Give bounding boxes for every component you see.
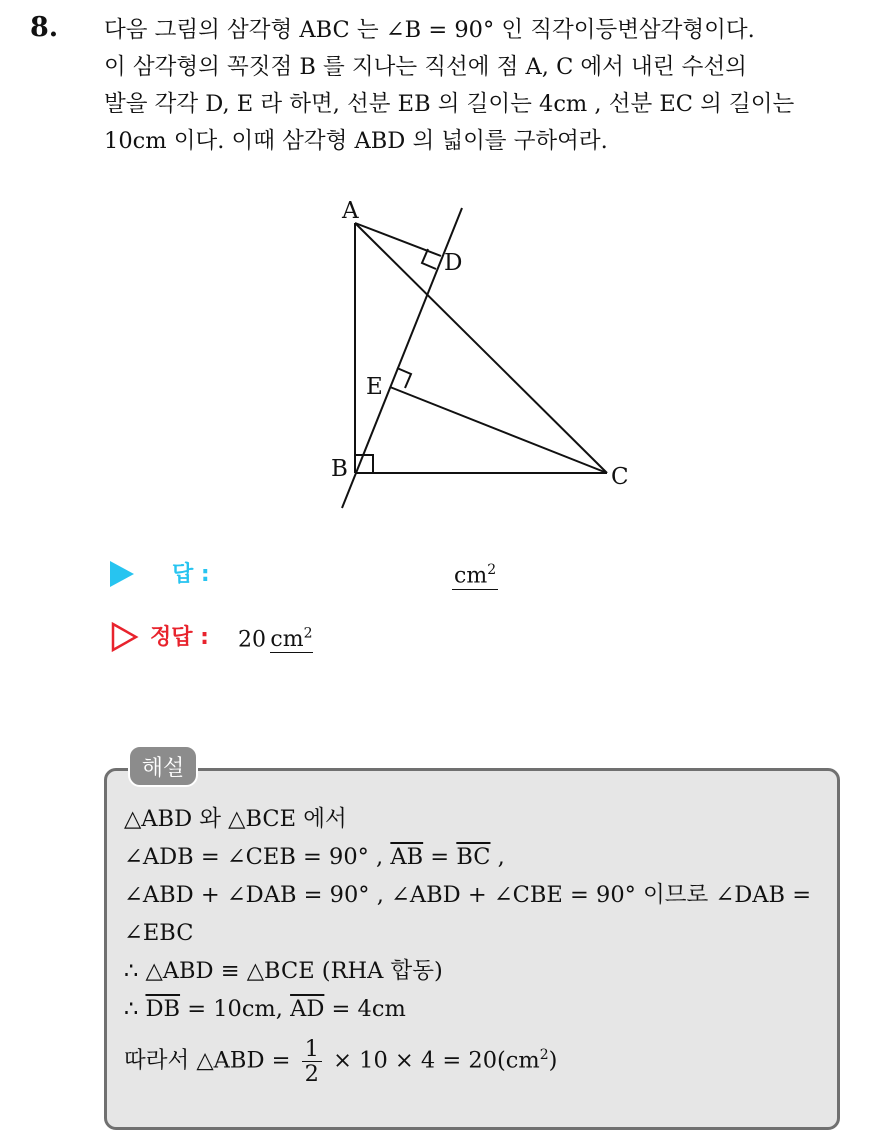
problem-line: 10cm 이다. 이때 삼각형 ABD 의 넓이를 구하여라.	[104, 128, 608, 154]
label-c: C	[611, 464, 629, 490]
problem-text	[104, 12, 864, 160]
label-d: D	[444, 250, 463, 276]
solution-text	[124, 800, 824, 1096]
correct-unit-exponent: 2	[303, 626, 313, 642]
solution-line: △ABD 와 △BCE 에서	[124, 806, 347, 832]
triangle-figure	[320, 190, 640, 520]
solution-line	[124, 1036, 824, 1096]
solution-line: ∠ABD + ∠DAB = 90° , ∠ABD + ∠CBE = 90° 이므로 ∠DAB =	[124, 882, 812, 908]
problem-line: 발을 각각 D, E 라 하면, 선분 EB 의 길이는 4cm , 선분 EC 의 길이는	[104, 91, 795, 117]
segment-ab-overline: $\overline{AB}$	[390, 844, 424, 870]
segment-ac	[355, 223, 607, 473]
correct-number: 20	[238, 627, 266, 653]
solution-line	[124, 838, 824, 876]
play-arrow-icon	[110, 561, 134, 587]
solution-seg: 따라서 △ABD =	[124, 1047, 298, 1074]
label-e: E	[366, 374, 383, 400]
solution-seg: =	[423, 844, 457, 870]
answer-label: 답 :	[172, 562, 210, 587]
outline-arrow-icon	[110, 620, 140, 654]
right-angle-mark-e	[397, 368, 411, 388]
solution-seg: = 4cm	[324, 996, 406, 1022]
answer-unit-exponent: 2	[487, 562, 497, 578]
solution-seg: = 10cm,	[180, 996, 291, 1022]
fraction-one-half	[302, 1037, 322, 1086]
problem-line: 다음 그림의 삼각형 ABC 는 ∠B = 90° 인 직각이등변삼각형이다.	[104, 17, 755, 43]
label-a: A	[342, 198, 359, 224]
segment-ec	[390, 387, 607, 473]
correct-unit	[270, 627, 312, 653]
solution-line: ∴ △ABD ≡ △BCE (RHA 합동)	[124, 958, 443, 984]
correct-value	[238, 622, 313, 652]
solution-line	[124, 990, 824, 1028]
question-number: 8.	[30, 12, 59, 43]
solution-line: ∠EBC	[124, 920, 194, 946]
correct-answer-row	[110, 620, 610, 660]
problem-line: 이 삼각형의 꼭짓점 B 를 지나는 직선에 점 A, C 에서 내린 수선의	[104, 54, 747, 80]
correct-unit-text: cm	[270, 627, 304, 653]
solution-tag: 해설	[128, 745, 198, 787]
answer-blank[interactable]	[452, 557, 498, 590]
solution-seg: ,	[490, 844, 505, 870]
solution-seg: ∴	[124, 996, 146, 1022]
answer-unit-text: cm	[454, 563, 488, 589]
solution-exponent: 2	[539, 1047, 549, 1063]
correct-label: 정답 :	[150, 625, 209, 650]
fraction-numerator: 1	[302, 1037, 322, 1062]
fraction-denominator: 2	[304, 1061, 319, 1087]
answer-row	[110, 555, 610, 595]
solution-seg: ∠ADB = ∠CEB = 90° ,	[124, 844, 391, 870]
segment-db-overline: $\overline{DB}$	[145, 996, 181, 1022]
solution-seg: × 10 × 4 = 20(cm	[325, 1047, 540, 1074]
solution-seg: )	[548, 1047, 558, 1074]
segment-ad-overline: $\overline{AD}$	[290, 996, 325, 1022]
label-b: B	[331, 456, 348, 482]
segment-bc-overline: $\overline{BC}$	[456, 844, 491, 870]
